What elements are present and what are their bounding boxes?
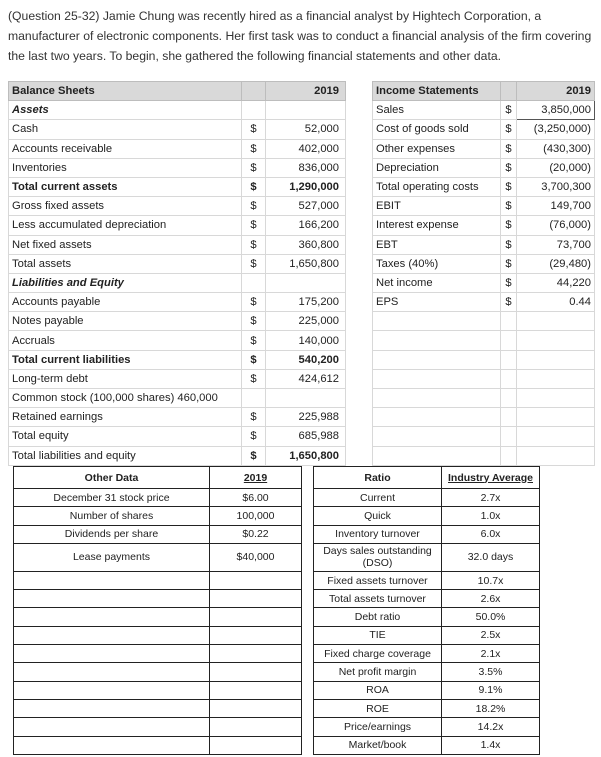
other-data-label: Number of shares	[14, 507, 210, 525]
line-item-value: 140,000	[266, 331, 346, 350]
line-item-value: (76,000)	[517, 216, 595, 235]
income-statement-blank-row	[373, 446, 595, 465]
line-item-label: Total current liabilities	[9, 350, 242, 369]
industry-average-header: Industry Average	[442, 467, 540, 489]
line-item-value: 52,000	[266, 120, 346, 139]
ratio-row	[14, 608, 540, 626]
income-statement-blank-row	[373, 331, 595, 350]
dollar-sign: $	[242, 331, 266, 350]
line-item-value: 540,200	[266, 350, 346, 369]
ratio-row	[14, 718, 540, 736]
ratio-name: Inventory turnover	[314, 525, 442, 543]
industry-average-value: 2.1x	[442, 645, 540, 663]
line-item-label: Retained earnings	[9, 408, 242, 427]
line-item-value: 685,988	[266, 427, 346, 446]
line-item-value: 166,200	[266, 216, 346, 235]
line-item-label: Common stock (100,000 shares) 460,000	[9, 389, 242, 408]
dollar-sign: $	[242, 408, 266, 427]
balance-sheet-row	[9, 254, 346, 273]
line-item-value: 1,290,000	[266, 177, 346, 196]
line-item-label: Total liabilities and equity	[9, 446, 242, 465]
dollar-sign: $	[242, 216, 266, 235]
line-item-label: Total equity	[9, 427, 242, 446]
balance-sheet-row	[9, 177, 346, 196]
industry-average-value: 14.2x	[442, 718, 540, 736]
industry-average-value: 1.4x	[442, 736, 540, 754]
balance-sheet-row	[9, 369, 346, 388]
line-item-label: Net fixed assets	[9, 235, 242, 254]
income-statement-title: Income Statements	[373, 82, 501, 101]
line-item-value: 360,800	[266, 235, 346, 254]
industry-average-value: 2.7x	[442, 489, 540, 507]
industry-average-value: 32.0 days	[442, 543, 540, 571]
question-intro: (Question 25-32) Jamie Chung was recently hired as a financial analyst by Hightech Corporation, a manufacturer of electronic components. Her first task was to conduct a financial analysis of the firm covering the last two years. To begin, she gathered the following financial statements and other data.	[8, 9, 592, 63]
dollar-sign: $	[501, 293, 517, 312]
ratio-name: Total assets turnover	[314, 590, 442, 608]
line-item-label: Assets	[9, 101, 242, 120]
dollar-sign: $	[242, 293, 266, 312]
line-item-label: Gross fixed assets	[9, 197, 242, 216]
line-item-value	[266, 101, 346, 120]
ratio-row	[14, 489, 540, 507]
balance-sheet-row	[9, 139, 346, 158]
ratio-name: TIE	[314, 626, 442, 644]
ratio-name: Current	[314, 489, 442, 507]
line-item-value: 1,650,800	[266, 446, 346, 465]
other-data-label: Dividends per share	[14, 525, 210, 543]
ratio-name: Quick	[314, 507, 442, 525]
dollar-sign: $	[242, 427, 266, 446]
other-data-value: $6.00	[210, 489, 302, 507]
dollar-sign: $	[501, 254, 517, 273]
income-statement-row	[373, 139, 595, 158]
line-item-label: Inventories	[9, 158, 242, 177]
dollar-sign: $	[501, 158, 517, 177]
other-data-value: 100,000	[210, 507, 302, 525]
balance-sheet-row	[9, 293, 346, 312]
dollar-sign: $	[242, 158, 266, 177]
dollar-sign: $	[501, 216, 517, 235]
dollar-sign	[242, 101, 266, 120]
dollar-sign	[242, 389, 266, 408]
income-statement	[372, 81, 594, 466]
line-item-value: (430,300)	[517, 139, 595, 158]
line-item-label: Sales	[373, 101, 501, 120]
income-statement-blank-row	[373, 408, 595, 427]
balance-sheet-row	[9, 312, 346, 331]
income-statement-blank-row	[373, 427, 595, 446]
line-item-value	[266, 389, 346, 408]
dollar-sign: $	[501, 139, 517, 158]
industry-average-value: 6.0x	[442, 525, 540, 543]
income-statement-row	[373, 235, 595, 254]
line-item-label: Total operating costs	[373, 177, 501, 196]
income-statement-row	[373, 273, 595, 292]
line-item-label: Cost of goods sold	[373, 120, 501, 139]
line-item-label: Long-term debt	[9, 369, 242, 388]
industry-average-value: 2.6x	[442, 590, 540, 608]
balance-sheet-row	[9, 427, 346, 446]
ratio-row	[14, 626, 540, 644]
ratio-name: Debt ratio	[314, 608, 442, 626]
line-item-value: 0.44	[517, 293, 595, 312]
line-item-label: Other expenses	[373, 139, 501, 158]
ratio-row	[14, 543, 540, 571]
line-item-value: (20,000)	[517, 158, 595, 177]
line-item-label: EBIT	[373, 197, 501, 216]
dollar-sign: $	[242, 350, 266, 369]
line-item-value: 225,000	[266, 312, 346, 331]
dollar-sign: $	[242, 120, 266, 139]
income-statement-header	[373, 82, 595, 101]
line-item-label: Net income	[373, 273, 501, 292]
balance-sheet-row	[9, 389, 346, 408]
other-data-value: $0.22	[210, 525, 302, 543]
line-item-value: 3,850,000	[517, 101, 595, 120]
industry-average-value: 10.7x	[442, 571, 540, 589]
ratio-name: Market/book	[314, 736, 442, 754]
line-item-value: (3,250,000)	[517, 120, 595, 139]
income-statement-row	[373, 293, 595, 312]
income-statement-row	[373, 158, 595, 177]
ratio-row	[14, 590, 540, 608]
other-data-ratios	[13, 466, 539, 755]
dollar-sign: $	[242, 235, 266, 254]
balance-sheet-row	[9, 446, 346, 465]
dollar-sign: $	[242, 177, 266, 196]
dollar-sign: $	[242, 312, 266, 331]
dollar-sign: $	[501, 101, 517, 120]
income-statement-blank-row	[373, 369, 595, 388]
ratio-name: ROA	[314, 681, 442, 699]
dollar-sign: $	[242, 446, 266, 465]
ratio-name: Price/earnings	[314, 718, 442, 736]
ratio-row	[14, 507, 540, 525]
dollar-sign: $	[501, 120, 517, 139]
line-item-value: 175,200	[266, 293, 346, 312]
balance-sheet-row	[9, 197, 346, 216]
balance-sheet-year: 2019	[266, 82, 346, 101]
line-item-value: 527,000	[266, 197, 346, 216]
line-item-value: 402,000	[266, 139, 346, 158]
income-statement-row	[373, 101, 595, 120]
ratio-row	[14, 736, 540, 754]
line-item-label: Accruals	[9, 331, 242, 350]
balance-sheet-row	[9, 408, 346, 427]
dollar-sign: $	[501, 197, 517, 216]
ratio-header: Ratio	[314, 467, 442, 489]
line-item-label: Accounts receivable	[9, 139, 242, 158]
balance-sheet-row	[9, 235, 346, 254]
industry-average-value: 1.0x	[442, 507, 540, 525]
dollar-sign: $	[242, 139, 266, 158]
other-data-title: Other Data	[14, 467, 210, 489]
dollar-sign: $	[242, 369, 266, 388]
line-item-label: Less accumulated depreciation	[9, 216, 242, 235]
balance-sheet-row	[9, 331, 346, 350]
income-statement-row	[373, 197, 595, 216]
income-statement-blank-row	[373, 350, 595, 369]
industry-average-value: 3.5%	[442, 663, 540, 681]
ratio-row	[14, 699, 540, 717]
ratio-row	[14, 571, 540, 589]
ratio-name: ROE	[314, 699, 442, 717]
other-data-year: 2019	[210, 467, 302, 489]
balance-sheet-title: Balance Sheets	[9, 82, 242, 101]
dollar-sign: $	[242, 197, 266, 216]
line-item-value: 836,000	[266, 158, 346, 177]
ratio-row	[14, 525, 540, 543]
line-item-label: Liabilities and Equity	[9, 273, 242, 292]
line-item-value	[266, 273, 346, 292]
ratio-name: Fixed assets turnover	[314, 571, 442, 589]
balance-sheet-row	[9, 216, 346, 235]
ratio-row	[14, 681, 540, 699]
dollar-sign	[242, 273, 266, 292]
line-item-label: Taxes (40%)	[373, 254, 501, 273]
line-item-label: EPS	[373, 293, 501, 312]
industry-average-value: 2.5x	[442, 626, 540, 644]
ratio-row	[14, 645, 540, 663]
industry-average-value: 50.0%	[442, 608, 540, 626]
balance-sheet-row	[9, 120, 346, 139]
line-item-value: 149,700	[517, 197, 595, 216]
line-item-value: 3,700,300	[517, 177, 595, 196]
line-item-label: Cash	[9, 120, 242, 139]
ratio-name: Fixed charge coverage	[314, 645, 442, 663]
line-item-label: Notes payable	[9, 312, 242, 331]
balance-sheet	[8, 81, 345, 466]
other-data-label: December 31 stock price	[14, 489, 210, 507]
balance-sheet-header	[9, 82, 346, 101]
balance-sheet-row	[9, 350, 346, 369]
line-item-value: 225,988	[266, 408, 346, 427]
line-item-label: EBT	[373, 235, 501, 254]
other-data-header	[14, 467, 540, 489]
line-item-value: 424,612	[266, 369, 346, 388]
income-statement-blank-row	[373, 312, 595, 331]
income-statement-row	[373, 120, 595, 139]
line-item-value: 1,650,800	[266, 254, 346, 273]
ratio-name: Net profit margin	[314, 663, 442, 681]
industry-average-value: 9.1%	[442, 681, 540, 699]
line-item-value: 44,220	[517, 273, 595, 292]
ratio-name: Days sales outstanding (DSO)	[314, 543, 442, 571]
income-statement-row	[373, 216, 595, 235]
income-statement-blank-row	[373, 389, 595, 408]
line-item-value: 73,700	[517, 235, 595, 254]
dollar-sign: $	[501, 273, 517, 292]
dollar-sign: $	[501, 177, 517, 196]
ratio-row	[14, 663, 540, 681]
balance-sheet-row	[9, 158, 346, 177]
income-statement-row	[373, 254, 595, 273]
line-item-value: (29,480)	[517, 254, 595, 273]
line-item-label: Total assets	[9, 254, 242, 273]
dollar-sign: $	[242, 254, 266, 273]
income-statement-year: 2019	[517, 82, 595, 101]
income-statement-row	[373, 177, 595, 196]
line-item-label: Interest expense	[373, 216, 501, 235]
line-item-label: Accounts payable	[9, 293, 242, 312]
industry-average-value: 18.2%	[442, 699, 540, 717]
other-data-value: $40,000	[210, 543, 302, 571]
other-data-label: Lease payments	[14, 543, 210, 571]
balance-sheet-row	[9, 273, 346, 292]
balance-sheet-row	[9, 101, 346, 120]
dollar-sign: $	[501, 235, 517, 254]
line-item-label: Depreciation	[373, 158, 501, 177]
line-item-label: Total current assets	[9, 177, 242, 196]
